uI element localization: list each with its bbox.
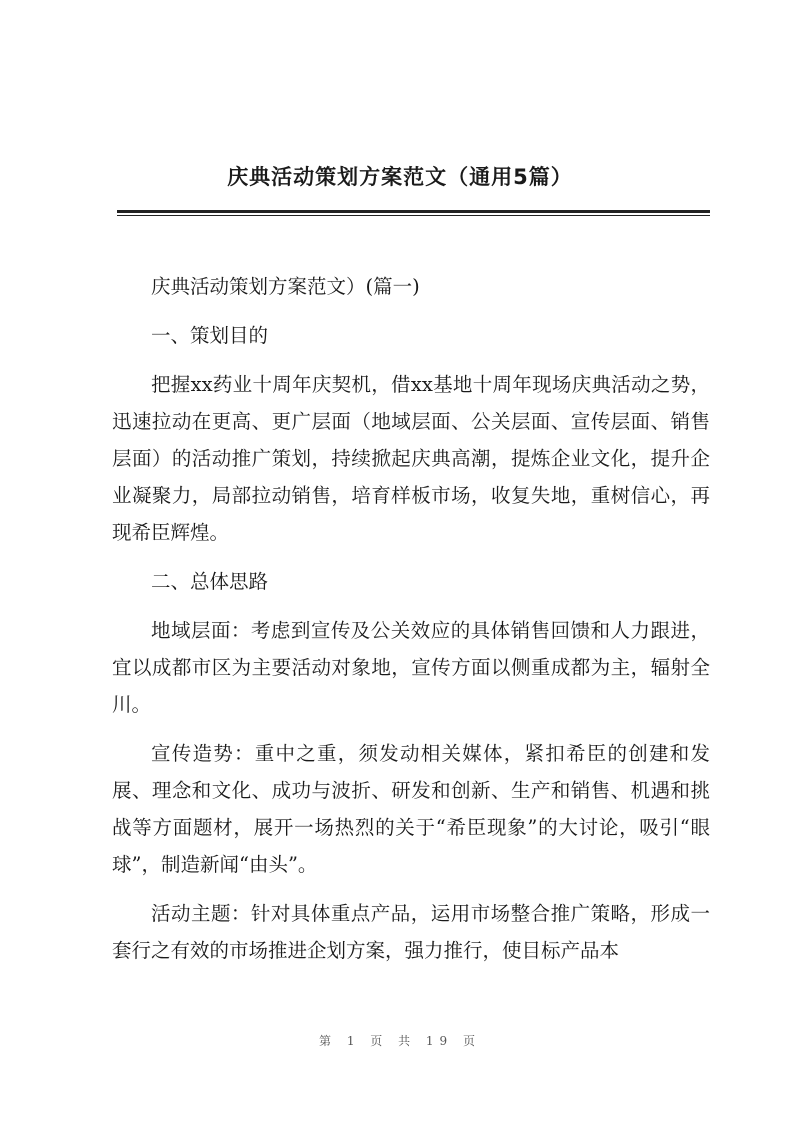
document-body xyxy=(112,268,710,969)
section-subheading: 二、总体思路 xyxy=(151,570,269,593)
title-rule-thick xyxy=(117,210,710,213)
document-title: 庆典活动策划方案范文（通用5篇） xyxy=(227,165,573,189)
section-subheading: 一、策划目的 xyxy=(151,324,269,347)
body-paragraph: 把握xx药业十周年庆契机，借xx基地十周年现场庆典活动之势，迅速拉动在更高、更广层面（地域层面、公关层面、宣传层面、销售层面）的活动推广策划，持续掀起庆典高潮，提炼企业文化，提升企业凝聚力，局部拉动销售，培育样板市场，收复失地，重树信心，再现希臣辉煌。 xyxy=(112,373,710,544)
body-paragraph: 活动主题：针对具体重点产品，运用市场整合推广策略，形成一套行之有效的市场推进企划方案，强力推行，使目标产品本 xyxy=(112,902,710,962)
page-number: 第 1 页 共 19 页 xyxy=(319,1034,481,1048)
body-paragraph: 地域层面：考虑到宣传及公关效应的具体销售回馈和人力跟进，宜以成都市区为主要活动对象地，宣传方面以侧重成都为主，辐射全川。 xyxy=(112,619,710,716)
section-heading: 庆典活动策划方案范文）(篇一) xyxy=(151,275,420,298)
title-rule-thin xyxy=(117,215,710,216)
body-paragraph: 宣传造势：重中之重，须发动相关媒体，紧扣希臣的创建和发展、理念和文化、成功与波折、研发和创新、生产和销售、机遇和挑战等方面题材，展开一场热烈的关于“希臣现象”的大讨论，吸引“眼球”，制造新闻“由头”。 xyxy=(112,742,710,876)
